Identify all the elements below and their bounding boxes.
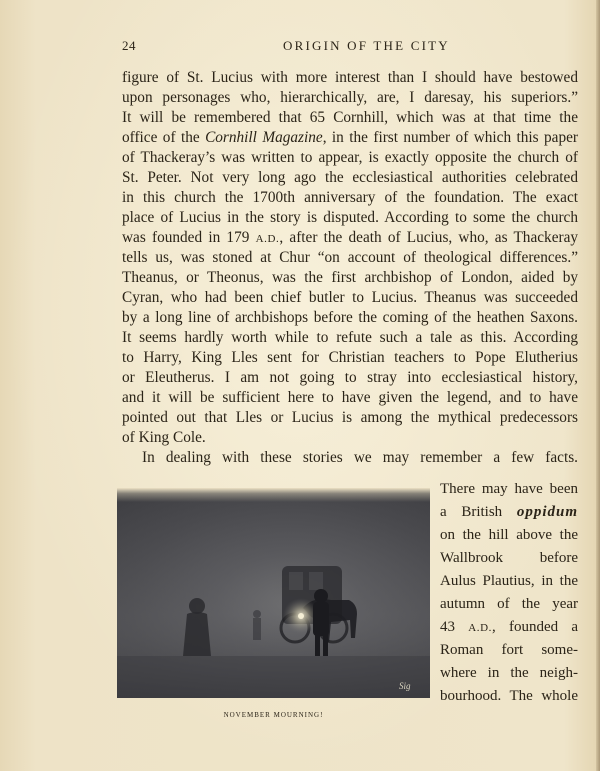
- distant-figure: [253, 610, 261, 640]
- magazine-title: Cornhill Magazine: [205, 129, 323, 146]
- era-abbrev: A.D.: [255, 233, 280, 245]
- text-line: place of Lucius in the story is disputed. According to some the church: [122, 209, 578, 226]
- text-line: in this church the 1700th anniversary of the foundation. The exact: [122, 189, 578, 206]
- text-line: bourhood. The whole: [440, 688, 578, 704]
- main-text: [122, 68, 578, 468]
- text-line: [122, 228, 578, 248]
- running-head: ORIGIN OF THE CITY: [283, 38, 450, 53]
- text-line: and it will be sufficient here to have given the legend, and to have: [122, 389, 578, 406]
- figure-caption: NOVEMBER MOURNING!: [223, 711, 324, 719]
- text-line: autumn of the year: [440, 596, 578, 612]
- illustration-vignette: [117, 488, 430, 502]
- illustration-art: [117, 488, 430, 698]
- text-line: [122, 128, 578, 148]
- text-line: There may have been: [440, 481, 578, 497]
- text-fragment: was founded in 179: [122, 229, 250, 246]
- text-line: figure of St. Lucius with more interest than I should have bestowed: [122, 69, 578, 86]
- text-line: upon personages who, hierarchically, are, I daresay, his superiors.”: [122, 89, 578, 106]
- text-line: or Eleutherus. I am not going to stray into ecclesiastical history,: [122, 369, 578, 386]
- text-line: Wallbrook before: [440, 550, 578, 566]
- text-line: of Thackeray’s was written to appear, is exactly opposite the church of: [122, 149, 578, 166]
- page-edge-shadow: [596, 0, 600, 771]
- text-line: It seems hardly worth while to refute such a tale as this. According: [122, 329, 578, 346]
- text-line: Theanus, or Theonus, was the first archbishop of London, aided by: [122, 269, 578, 286]
- text-line: [440, 616, 578, 639]
- text-line: where in the neigh-: [440, 665, 578, 681]
- illustration: [117, 488, 430, 698]
- text-line: on the hill above the: [440, 527, 578, 543]
- page-header: [0, 38, 600, 58]
- text-line: to Harry, King Lles sent for Christian teachers to Pope Elutherius: [122, 349, 578, 366]
- text-fragment: , after the death of Lucius, who, as Thackeray: [279, 229, 578, 246]
- text-line: Cyran, who had been chief butler to Lucius. Theanus was succeeded: [122, 289, 578, 306]
- text-line: In dealing with these stories we may remember a few facts.: [142, 449, 578, 466]
- era-abbrev: A.D.: [468, 622, 493, 634]
- text-fragment: 43: [440, 619, 455, 635]
- lantern: [298, 613, 304, 619]
- text-fragment: , founded a: [492, 619, 578, 635]
- text-line: of King Cole.: [122, 429, 206, 446]
- text-fragment: a British: [440, 504, 503, 520]
- text-fragment: , in the first number of which this paper: [322, 129, 578, 146]
- text-line: It will be remembered that 65 Cornhill, which was at that time the: [122, 109, 578, 126]
- side-text: [440, 478, 578, 708]
- text-line: St. Peter. Not very long ago the ecclesiastical authorities celebrated: [122, 169, 578, 186]
- text-fragment: office of the: [122, 129, 200, 146]
- page-number: 24: [122, 38, 136, 53]
- ground: [117, 656, 430, 698]
- text-line: pointed out that Lles or Lucius is among the mythical predecessors: [122, 409, 578, 426]
- artist-signature: Sig: [399, 681, 411, 691]
- text-line: Roman fort some-: [440, 642, 578, 658]
- text-line: Aulus Plautius, in the: [440, 573, 578, 589]
- latin-term: oppidum: [516, 504, 578, 520]
- text-line: tells us, was stoned at Chur “on account of theological differences.”: [122, 249, 578, 266]
- text-line: [440, 501, 578, 524]
- text-line: by a long line of archbishops before the coming of the heathen Saxons.: [122, 309, 578, 326]
